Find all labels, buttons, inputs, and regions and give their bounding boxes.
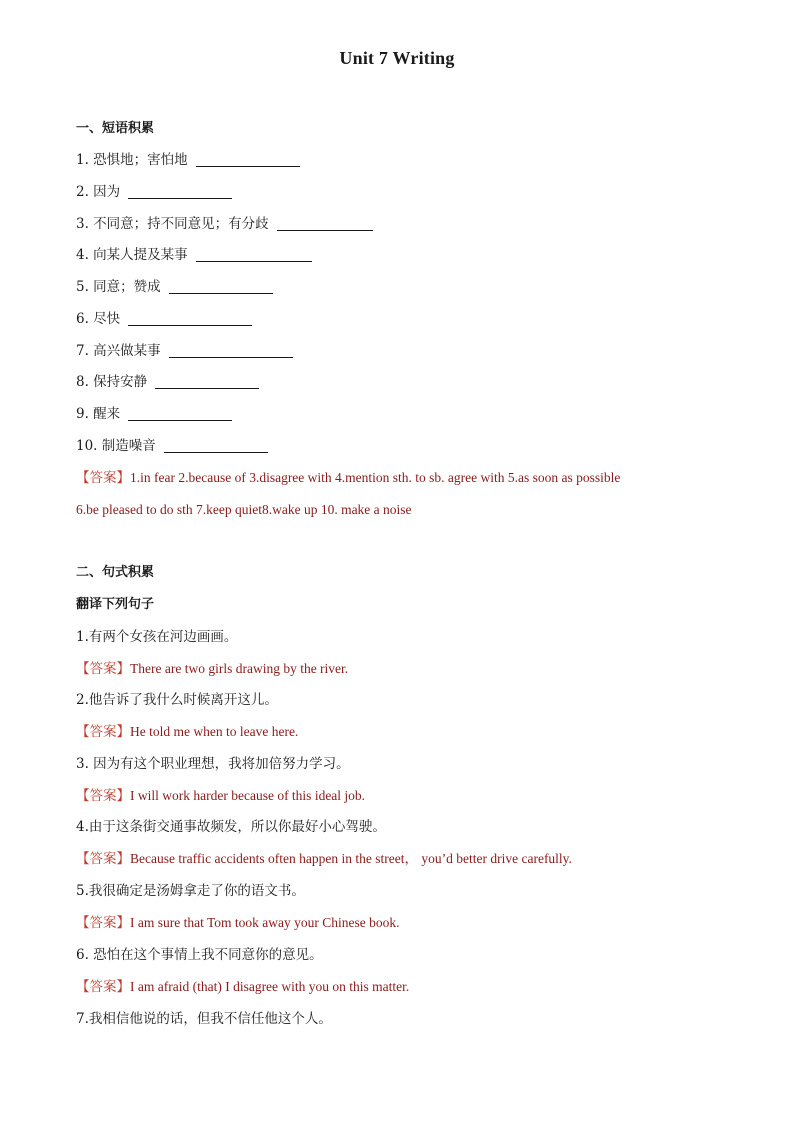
- phrase-item: [76, 183, 232, 201]
- phrase-text: 3. 不同意；持不同意见；有分歧: [76, 216, 269, 232]
- answer-line: [76, 787, 365, 805]
- phrase-item: [76, 373, 259, 391]
- phrase-item: [76, 310, 252, 328]
- page-title: Unit 7 Writing: [339, 48, 455, 68]
- question-text: 1.有两个女孩在河边画画。: [76, 629, 238, 645]
- answer-text: I will work harder because of this ideal job.: [130, 788, 366, 803]
- answer-tag: 【答案】: [76, 915, 130, 930]
- question-text: 3. 因为有这个职业理想，我将加倍努力学习。: [76, 756, 350, 772]
- answer-blank: [128, 311, 252, 326]
- answer-blank: [128, 184, 232, 199]
- answer-line: [76, 660, 348, 678]
- answer-text: I am sure that Tom took away your Chinese book.: [130, 915, 400, 930]
- phrase-item: [76, 437, 268, 455]
- answer-tag: 【答案】: [76, 724, 130, 739]
- phrase-item: [76, 215, 373, 233]
- answer-line: [76, 978, 409, 996]
- answer-text: Because traffic accidents often happen in the street， you’d better drive carefully.: [130, 851, 572, 866]
- phrase-item: [76, 405, 232, 423]
- answer-blank: [277, 216, 373, 231]
- answer-text: There are two girls drawing by the river.: [130, 661, 349, 676]
- answer-line: [76, 850, 572, 868]
- phrase-text: 4. 向某人提及某事: [76, 247, 188, 263]
- question-text: 5.我很确定是汤姆拿走了你的语文书。: [76, 883, 305, 899]
- phrase-text: 2. 因为: [76, 184, 121, 200]
- section-subheading: 翻译下列句子: [76, 597, 155, 612]
- answer-tag: 【答案】: [76, 661, 130, 676]
- section-heading-sentences: 二、句式积累: [76, 565, 155, 580]
- answer-text: I am afraid (that) I disagree with you on this matter.: [130, 979, 410, 994]
- answer-blank: [196, 247, 312, 262]
- phrase-text: 10. 制造噪音: [76, 438, 156, 454]
- answer-blank: [196, 152, 300, 167]
- phrase-text: 1. 恐惧地；害怕地: [76, 152, 188, 168]
- answer-text: He told me when to leave here.: [130, 724, 299, 739]
- answer-line-continued: [76, 501, 412, 519]
- phrase-text: 7. 高兴做某事: [76, 343, 161, 359]
- answer-tag: 【答案】: [76, 470, 130, 485]
- answer-blank: [128, 406, 232, 421]
- phrase-item: [76, 151, 300, 169]
- answer-text: 1.in fear 2.because of 3.disagree with 4.mention sth. to sb. agree with 5.as soon as possible: [130, 470, 621, 485]
- answer-blank: [169, 343, 293, 358]
- answer-blank: [169, 279, 273, 294]
- question-text: 2.他告诉了我什么时候离开这儿。: [76, 692, 278, 708]
- phrase-item: [76, 342, 293, 360]
- section-heading-phrases: 一、短语积累: [76, 121, 155, 136]
- answer-tag: 【答案】: [76, 979, 130, 994]
- answer-blank: [155, 374, 259, 389]
- answer-line: [76, 723, 298, 741]
- phrase-text: 8. 保持安静: [76, 374, 148, 390]
- phrase-text: 9. 醒来: [76, 406, 121, 422]
- answer-text: 6.be pleased to do sth 7.keep quiet8.wake up 10. make a noise: [76, 502, 412, 517]
- question-text: 7.我相信他说的话，但我不信任他这个人。: [76, 1011, 332, 1027]
- question-text: 4.由于这条街交通事故频发，所以你最好小心驾驶。: [76, 819, 386, 835]
- answer-line: [76, 469, 620, 487]
- phrase-item: [76, 246, 312, 264]
- answer-blank: [164, 438, 268, 453]
- phrase-text: 6. 尽快: [76, 311, 121, 327]
- answer-tag: 【答案】: [76, 788, 130, 803]
- answer-tag: 【答案】: [76, 851, 130, 866]
- phrase-text: 5. 同意；赞成: [76, 279, 161, 295]
- phrase-item: [76, 278, 273, 296]
- question-text: 6. 恐怕在这个事情上我不同意你的意见。: [76, 947, 323, 963]
- answer-line: [76, 914, 400, 932]
